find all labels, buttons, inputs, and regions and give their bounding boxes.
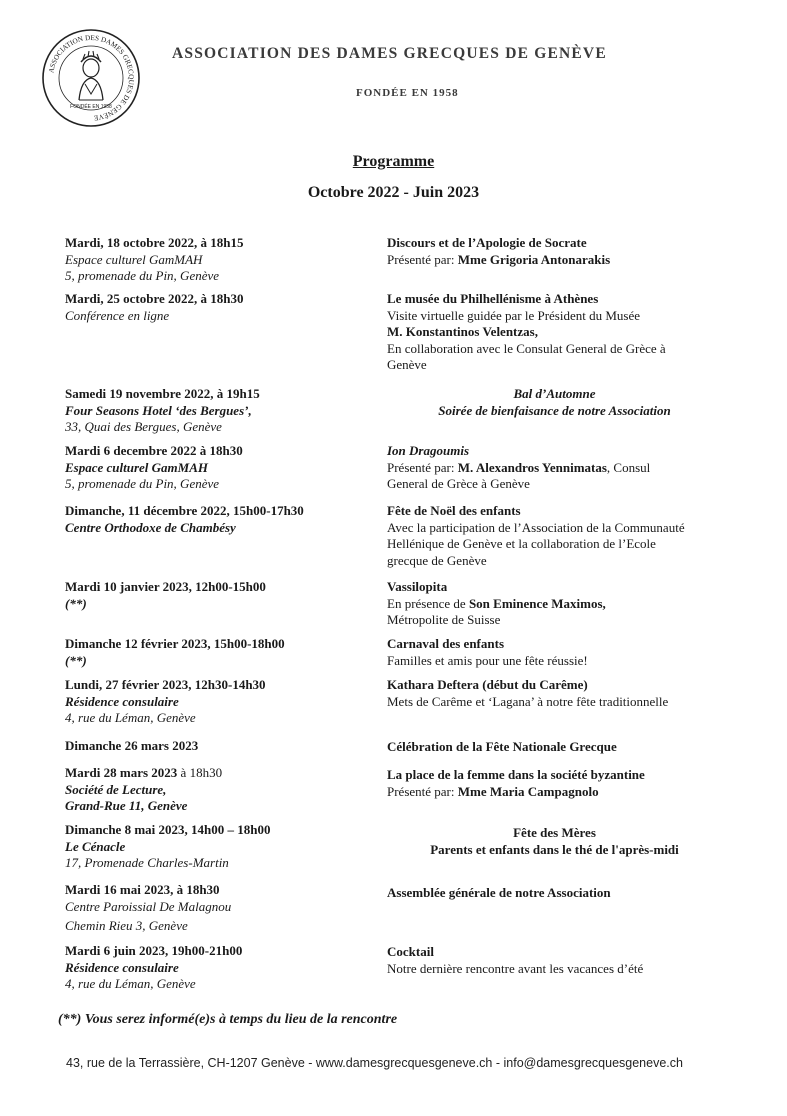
event-description: Discours et de l’Apologie de Socrate Présenté par: Mme Grigoria Antonarakis — [387, 235, 611, 267]
event-when-where: Mardi 28 mars 2023 à 18h30 Société de Lecture, Grand-Rue 11, Genève — [65, 765, 223, 813]
association-logo — [41, 28, 141, 128]
footnote: (**) Vous serez informé(e)s à temps du lieu de la rencontre — [58, 1012, 398, 1027]
event-when-where: Mardi 6 juin 2023, 19h00-21h00 Résidence consulaire 4, rue du Léman, Genève — [65, 943, 243, 991]
svg-text:FONDÉE EN 1958: FONDÉE EN 1958 — [70, 104, 112, 110]
event-description: Vassilopita En présence de Son Eminence Maximos, Métropolite de Suisse — [387, 579, 606, 627]
programme-title: Programme — [352, 153, 435, 170]
event-when-where: Mardi, 25 octobre 2022, à 18h30 Conférence en ligne — [65, 291, 244, 323]
event-when-where: Dimanche 8 mai 2023, 14h00 – 18h00 Le Cénacle 17, Promenade Charles-Martin — [65, 822, 271, 870]
programme-dates: Octobre 2022 - Juin 2023 — [307, 184, 480, 201]
event-description: Le musée du Philhellénisme à Athènes Visite virtuelle guidée par le Président du Musée M. Konstantinos Velentzas, En collaboration avec le Consulat General de Grèce à Genève — [387, 291, 666, 372]
event-when-where: Dimanche 12 février 2023, 15h00-18h00 (**) — [65, 636, 285, 668]
event-when-where: Mardi 10 janvier 2023, 12h00-15h00 (**) — [65, 579, 266, 611]
event-when-where: Dimanche, 11 décembre 2022, 15h00-17h30 Centre Orthodoxe de Chambésy — [65, 503, 304, 535]
event-when-where: Mardi, 18 octobre 2022, à 18h15 Espace culturel GamMAH 5, promenade du Pin, Genève — [65, 235, 244, 283]
association-name: ASSOCIATION DES DAMES GRECQUES DE GENÈVE — [172, 45, 607, 62]
footer-contact: 43, rue de la Terrassière, CH-1207 Genève - www.damesgrecquesgeneve.ch - info@damesgrecquesgeneve.ch — [66, 1056, 683, 1070]
event-description: Fête des Mères Parents et enfants dans le thé de l'après-midi — [430, 825, 679, 857]
founded-date: FONDÉE EN 1958 — [356, 87, 459, 99]
event-description: Bal d’Automne Soirée de bienfaisance de notre Association — [438, 386, 671, 418]
event-description: Assemblée générale de notre Association — [387, 885, 611, 900]
event-description: Fête de Noël des enfants Avec la participation de l’Association de la Communauté Hellénique de Genève et la collaboration de l’Ecole grecque de Genève — [387, 503, 685, 568]
event-description: Ion Dragoumis Présenté par: M. Alexandros Yennimatas, Consul General de Grèce à Genève — [387, 443, 651, 491]
svg-text:ASSOCIATION DES DAMES GRECQUES: ASSOCIATION DES DAMES GRECQUES DE GENÈVE — [47, 33, 136, 122]
event-description: Cocktail Notre dernière rencontre avant les vacances d’été — [387, 944, 644, 976]
event-description: Carnaval des enfants Familles et amis pour une fête réussie! — [387, 636, 588, 668]
event-description: Kathara Deftera (début du Carême) Mets de Carême et ‘Lagana’ à notre fête traditionnelle — [387, 677, 669, 709]
event-when-where: Samedi 19 novembre 2022, à 19h15 Four Seasons Hotel ‘des Bergues’, 33, Quai des Bergues, Genève — [65, 386, 260, 434]
event-when-where: Lundi, 27 février 2023, 12h30-14h30 Résidence consulaire 4, rue du Léman, Genève — [65, 677, 266, 725]
event-when-where: Mardi 16 mai 2023, à 18h30 Centre Paroissial De Malagnou Chemin Rieu 3, Genève — [65, 882, 232, 933]
event-when-where: Dimanche 26 mars 2023 — [65, 738, 199, 753]
event-description: Célébration de la Fête Nationale Grecque — [387, 739, 617, 754]
event-description: La place de la femme dans la société byzantine Présenté par: Mme Maria Campagnolo — [387, 767, 645, 799]
event-when-where: Mardi 6 decembre 2022 à 18h30 Espace culturel GamMAH 5, promenade du Pin, Genève — [65, 443, 243, 491]
